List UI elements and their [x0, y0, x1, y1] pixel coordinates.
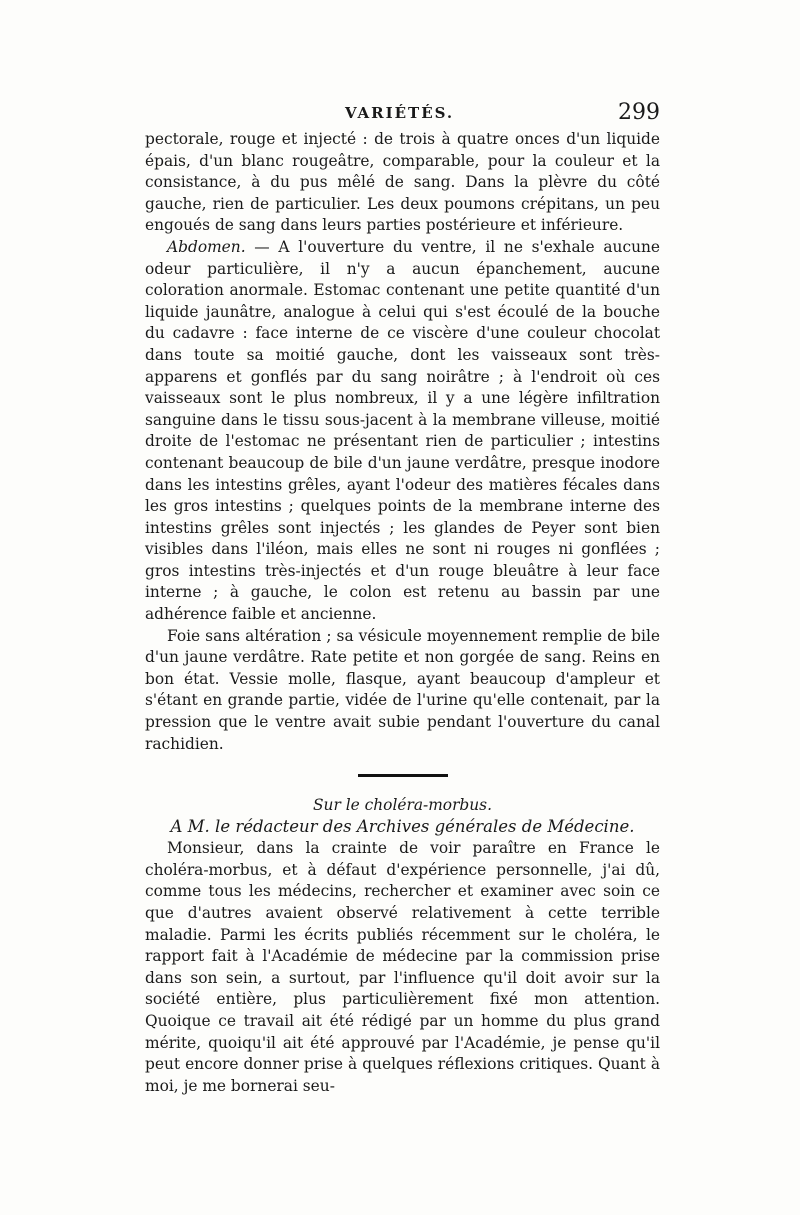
paragraph-foie: Foie sans altération ; sa vésicule moyennement remplie de bile d'un jaune verdâtre. Rate petite et non gorgée de sang. Reins en bon état. Vessie molle, flasque, ayant beaucoup d'ampleur et s'étant en grande partie, vidée de l'urine qu'elle contenait, par la pression que le ventre avait subie pendant l'ouverture du canal rachidien.: [145, 626, 660, 753]
letter-body: [145, 838, 660, 1097]
abdomen-label: Abdomen.: [167, 237, 246, 256]
abdomen-text: — A l'ouverture du ventre, il ne s'exhale aucune odeur particulière, il n'y a aucun épanchement, aucune coloration anormale. Estomac contenant une petite quantité d'un liquide jaunâtre, analogue à celui qui s'est écoulé de la bouche du cadavre : face interne de ce viscère d'une couleur chocolat dans toute sa moitié gauche, dont les vaisseaux sont très-apparens et gonflés par du sang noirâtre ; à l'endroit où ces vaisseaux sont le plus nombreux, il y a une légère infiltration sanguine dans le tissu sous-jacent à la membrane villeuse, moitié droite de l'estomac ne présentant rien de particulier ; intestins contenant beaucoup de bile d'un jaune verdâtre, presque inodore dans les intestins grêles, ayant l'odeur des matières fécales dans les gros intestins ; quelques points de la membrane interne des intestins grêles sont injectés ; les glandes de Peyer sont bien visibles dans l'iléon, mais elles ne sont ni rouges ni gonflées ; gros intestins très-injectés et d'un rouge bleuâtre à leur face interne ; à gauche, le colon est retenu au bassin par une adhérence faible et ancienne.: [145, 237, 660, 624]
paragraph-abdomen: [145, 237, 660, 626]
running-head: VARIÉTÉS.: [345, 104, 455, 122]
paragraph-pectorale: pectorale, rouge et injecté : de trois à quatre onces d'un liquide épais, d'un blanc rougeâtre, comparable, pour la couleur et la consistance, à du pus mêlé de sang. Dans la plèvre du côté gauche, rien de particulier. Les deux poumons crépitans, un peu engoués de sang dans leurs parties postérieure et inférieure.: [145, 130, 660, 235]
main-text: [145, 129, 660, 1097]
page-number: 299: [618, 100, 660, 125]
letter-address: A M. le rédacteur des Archives générales de Médecine.: [170, 817, 635, 837]
section-divider: [358, 774, 448, 777]
section-title: Sur le choléra-morbus.: [313, 796, 492, 815]
letter-paragraph: Monsieur, dans la crainte de voir paraître en France le choléra-morbus, et à défaut d'expérience personnelle, j'ai dû, comme tous les médecins, rechercher et examiner avec soin ce que d'autres avaient observé relativement à cette terrible maladie. Parmi les écrits publiés récemment sur le choléra, le rapport fait à l'Académie de médecine par la commission prise dans son sein, a surtout, par l'influence qu'il doit avoir sur la société entière, plus particulièrement fixé mon attention. Quoique ce travail ait été rédigé par un homme du plus grand mérite, quoiqu'il ait été approuvé par l'Académie, je pense qu'il peut encore donner prise à quelques réflexions critiques. Quant à moi, je me bornerai seu-: [145, 839, 660, 1095]
page-header: [145, 100, 660, 130]
